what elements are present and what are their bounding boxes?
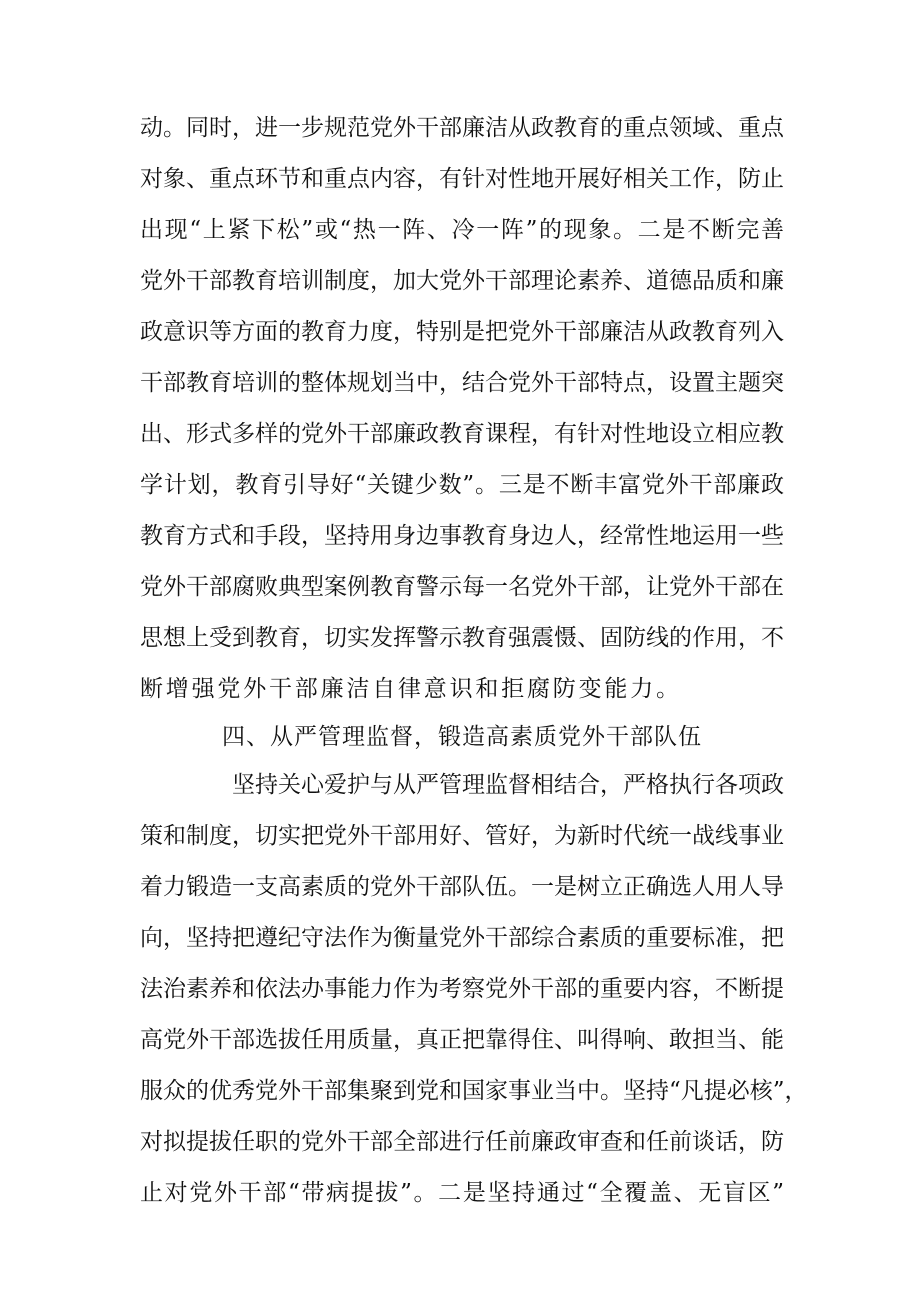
paragraph-line: 法治素养和依法办事能力作为考察党外干部的重要内容，不断提 (140, 976, 784, 1002)
paragraph-line: 出现“上紧下松”或“热一阵、冷一阵”的现象。二是不断完善 (140, 217, 784, 243)
paragraph-line: 政意识等方面的教育力度，特别是把党外干部廉洁从政教育列入 (140, 319, 784, 345)
paragraph-line: 学计划，教育引导好“关键少数”。三是不断丰富党外干部廉政 (140, 472, 784, 498)
paragraph-line: 动。同时，进一步规范党外干部廉洁从政教育的重点领域、重点 (140, 115, 784, 141)
paragraph-line: 止对党外干部“带病提拔”。二是坚持通过“全覆盖、无盲区” (140, 1180, 784, 1206)
paragraph-line: 对拟提拔任职的党外干部全部进行任前廉政审查和任前谈话，防 (140, 1129, 784, 1155)
paragraph-line: 坚持关心爱护与从严管理监督相结合，严格执行各项政 (232, 772, 784, 798)
paragraph-line: 教育方式和手段，坚持用身边事教育身边人，经常性地运用一些 (140, 523, 784, 549)
paragraph-line: 干部教育培训的整体规划当中，结合党外干部特点，设置主题突 (140, 370, 784, 396)
paragraph-line: 党外干部腐败典型案例教育警示每一名党外干部，让党外干部在 (140, 574, 784, 600)
paragraph-line: 服众的优秀党外干部集聚到党和国家事业当中。坚持“凡提必核”， (140, 1078, 808, 1104)
paragraph-line: 向，坚持把遵纪守法作为衡量党外干部综合素质的重要标准，把 (140, 925, 784, 951)
section-heading: 四、从严管理监督，锻造高素质党外干部队伍 (222, 724, 702, 750)
paragraph-line: 思想上受到教育，切实发挥警示教育强震慑、固防线的作用，不 (140, 625, 784, 651)
paragraph-line: 策和制度，切实把党外干部用好、管好，为新时代统一战线事业 (140, 823, 784, 849)
paragraph-line: 出、形式多样的党外干部廉政教育课程，有针对性地设立相应教 (140, 421, 784, 447)
paragraph-line: 断增强党外干部廉洁自律意识和拒腐防变能力。 (140, 676, 682, 702)
paragraph-line: 高党外干部选拔任用质量，真正把靠得住、叫得响、敢担当、能 (140, 1027, 784, 1053)
paragraph-line: 党外干部教育培训制度，加大党外干部理论素养、道德品质和廉 (140, 268, 784, 294)
paragraph-line: 对象、重点环节和重点内容，有针对性地开展好相关工作，防止 (140, 166, 784, 192)
paragraph-line: 着力锻造一支高素质的党外干部队伍。一是树立正确选人用人导 (140, 874, 784, 900)
